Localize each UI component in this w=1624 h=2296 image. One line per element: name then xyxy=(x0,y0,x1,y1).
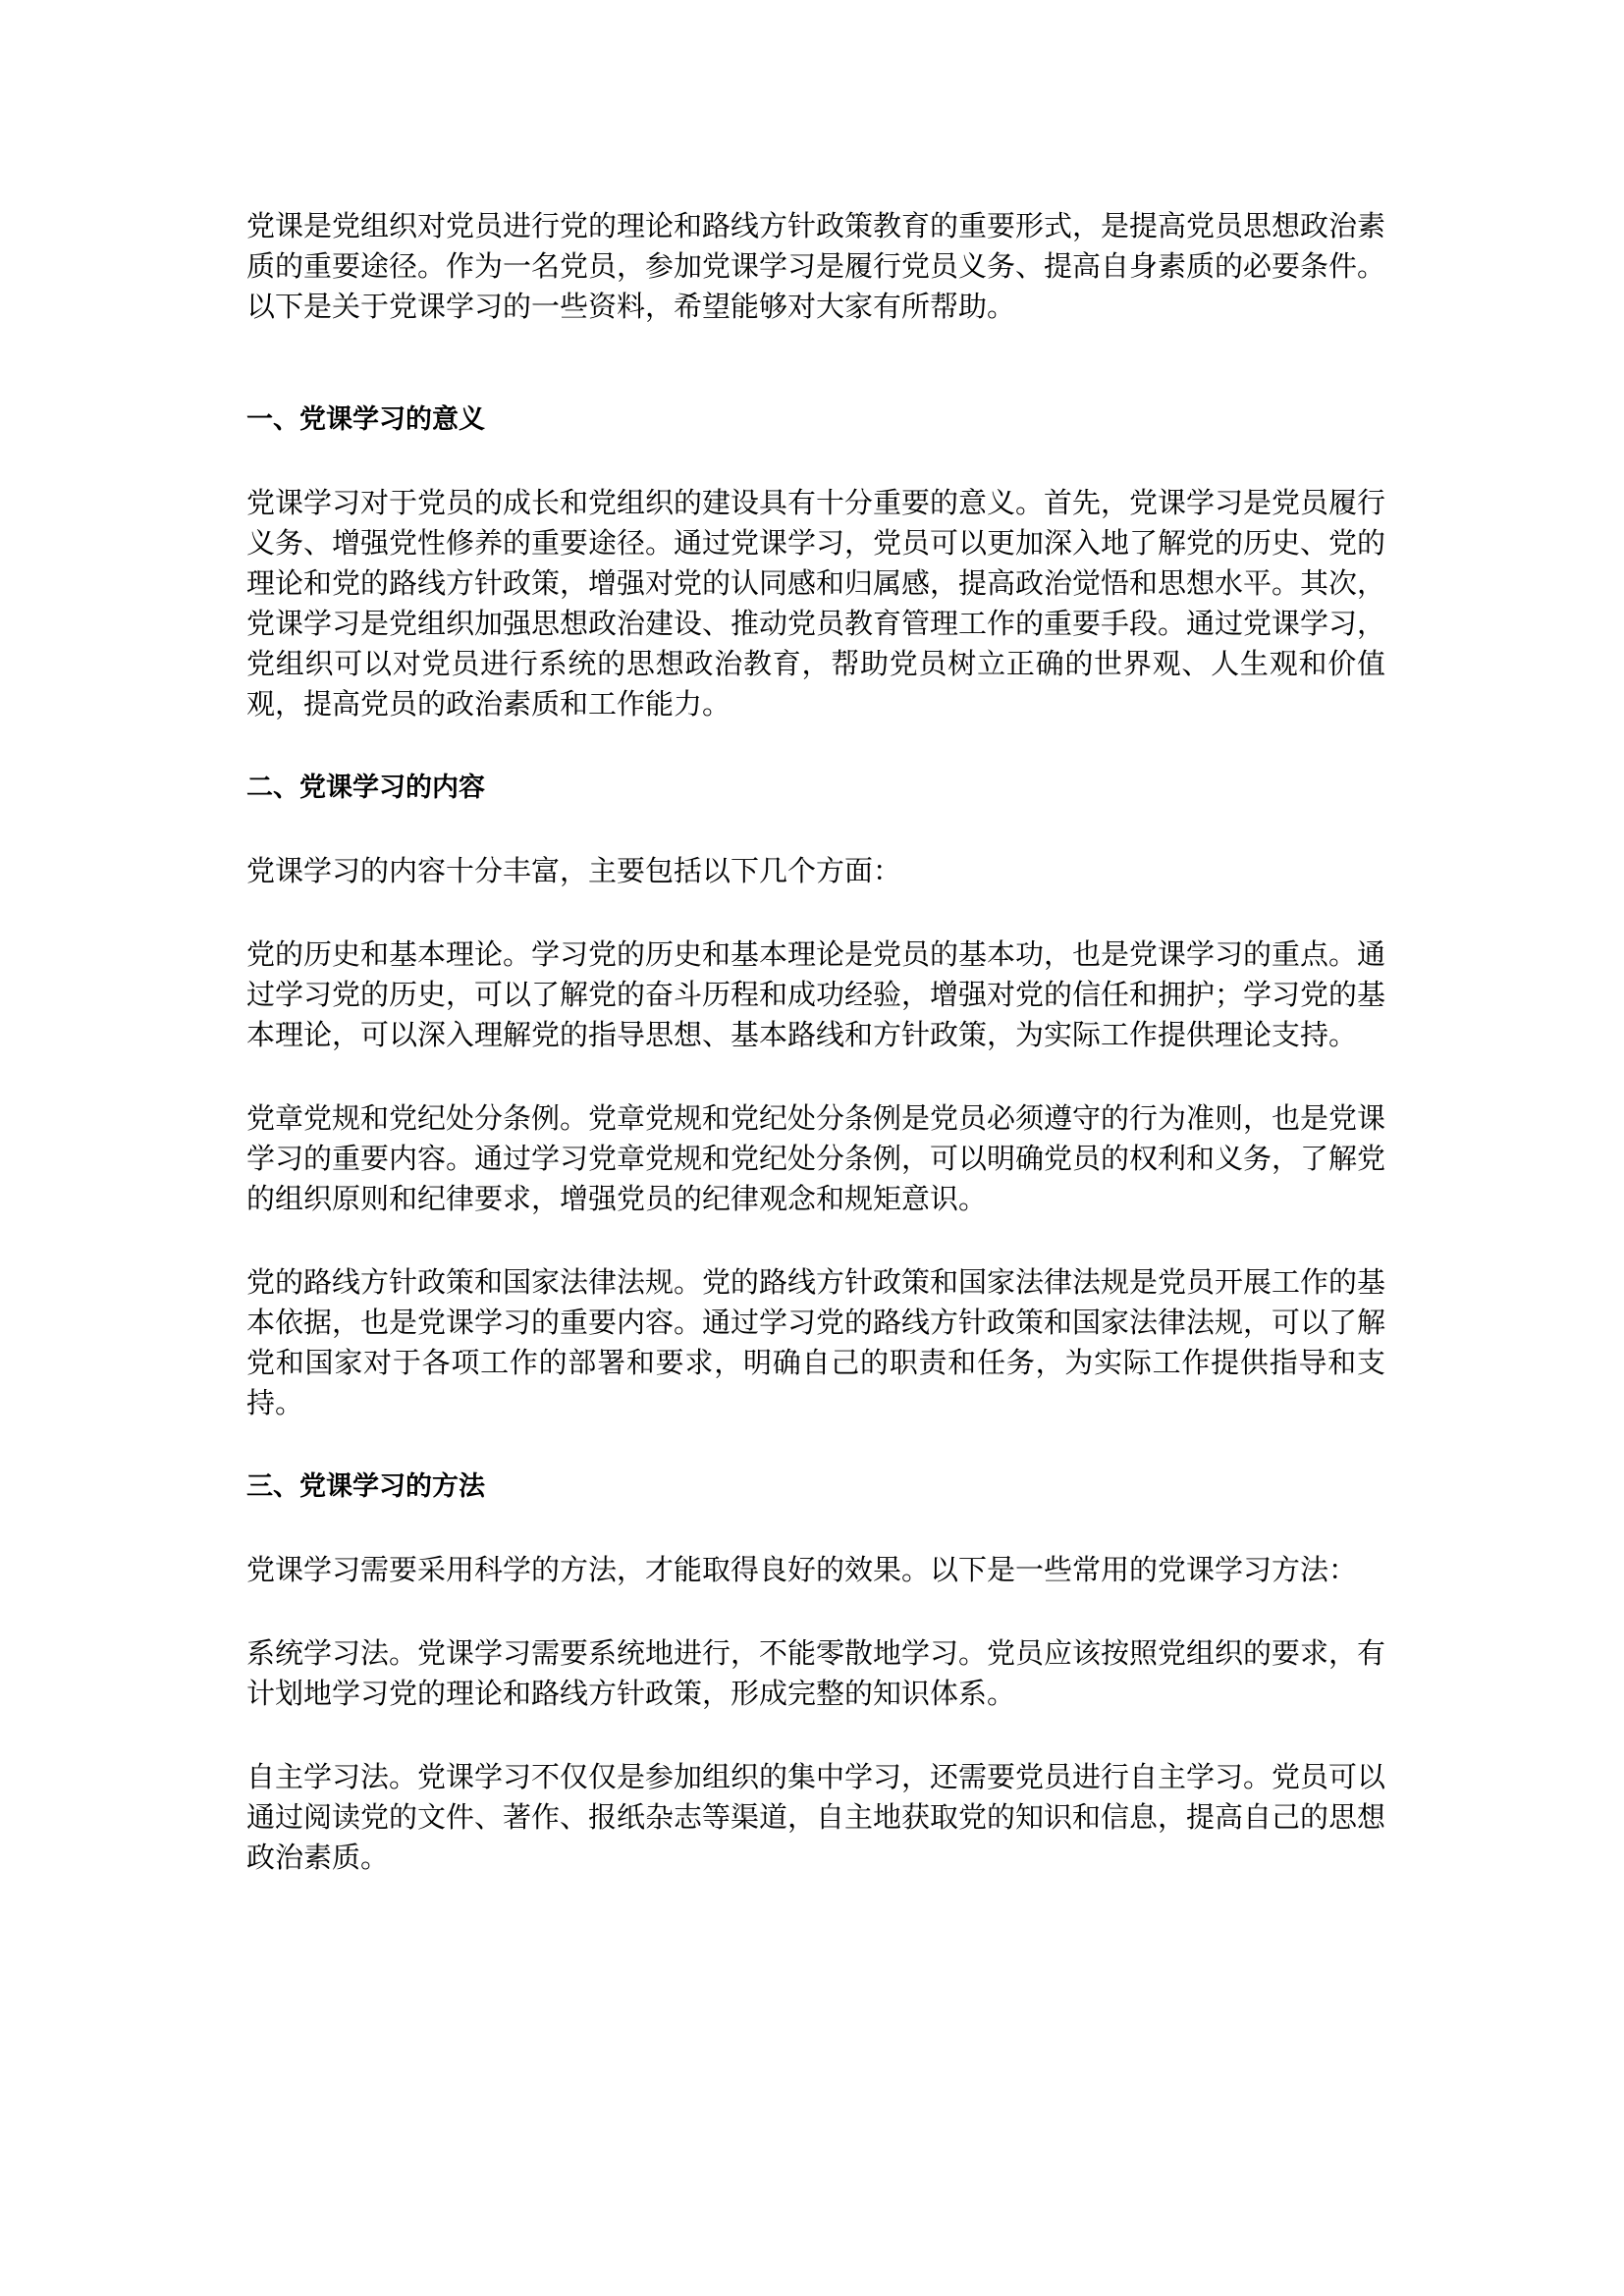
body-paragraph: 系统学习法。党课学习需要系统地进行，不能零散地学习。党员应该按照党组织的要求，有计划地学习党的理论和路线方针政策，形成完整的知识体系。 xyxy=(246,1636,1386,1710)
body-paragraph: 自主学习法。党课学习不仅仅是参加组织的集中学习，还需要党员进行自主学习。党员可以通过阅读党的文件、著作、报纸杂志等渠道，自主地获取党的知识和信息，提高自己的思想政治素质。 xyxy=(246,1760,1386,1874)
body-paragraph: 党的路线方针政策和国家法律法规。党的路线方针政策和国家法律法规是党员开展工作的基本依据，也是党课学习的重要内容。通过学习党的路线方针政策和国家法律法规，可以了解党和国家对于各项工作的部署和要求，明确自己的职责和任务，为实际工作提供指导和支持。 xyxy=(246,1265,1386,1419)
intro-paragraph: 党课是党组织对党员进行党的理论和路线方针政策教育的重要形式，是提高党员思想政治素质的重要途径。作为一名党员，参加党课学习是履行党员义务、提高自身素质的必要条件。以下是关于党课学习的一些资料，希望能够对大家有所帮助。 xyxy=(246,209,1386,323)
document-body xyxy=(246,206,1385,1878)
section-significance xyxy=(246,400,1385,724)
section-methods xyxy=(246,1467,1385,1878)
section-heading: 二、党课学习的内容 xyxy=(246,773,485,803)
body-paragraph: 党章党规和党纪处分条例。党章党规和党纪处分条例是党员必须遵守的行为准则，也是党课学习的重要内容。通过学习党章党规和党纪处分条例，可以明确党员的权利和义务，了解党的组织原则和纪律要求，增强党员的纪律观念和规矩意识。 xyxy=(246,1101,1386,1215)
body-paragraph: 党课学习对于党员的成长和党组织的建设具有十分重要的意义。首先，党课学习是党员履行义务、增强党性修养的重要途径。通过党课学习，党员可以更加深入地了解党的历史、党的理论和党的路线方针政策，增强对党的认同感和归属感，提高政治觉悟和思想水平。其次，党课学习是党组织加强思想政治建设、推动党员教育管理工作的重要手段。通过党课学习，党组织可以对党员进行系统的思想政治教育，帮助党员树立正确的世界观、人生观和价值观，提高党员的政治素质和工作能力。 xyxy=(246,486,1386,721)
body-paragraph: 党课学习的内容十分丰富，主要包括以下几个方面： xyxy=(246,854,902,887)
section-heading: 三、党课学习的方法 xyxy=(246,1471,485,1502)
body-paragraph: 党课学习需要采用科学的方法，才能取得良好的效果。以下是一些常用的党课学习方法： xyxy=(246,1553,1358,1586)
section-heading: 一、党课学习的意义 xyxy=(246,404,485,435)
section-content xyxy=(246,768,1385,1423)
body-paragraph: 党的历史和基本理论。学习党的历史和基本理论是党员的基本功，也是党课学习的重点。通过学习党的历史，可以了解党的奋斗历程和成功经验，增强对党的信任和拥护；学习党的基本理论，可以深入理解党的指导思想、基本路线和方针政策，为实际工作提供理论支持。 xyxy=(246,937,1386,1051)
